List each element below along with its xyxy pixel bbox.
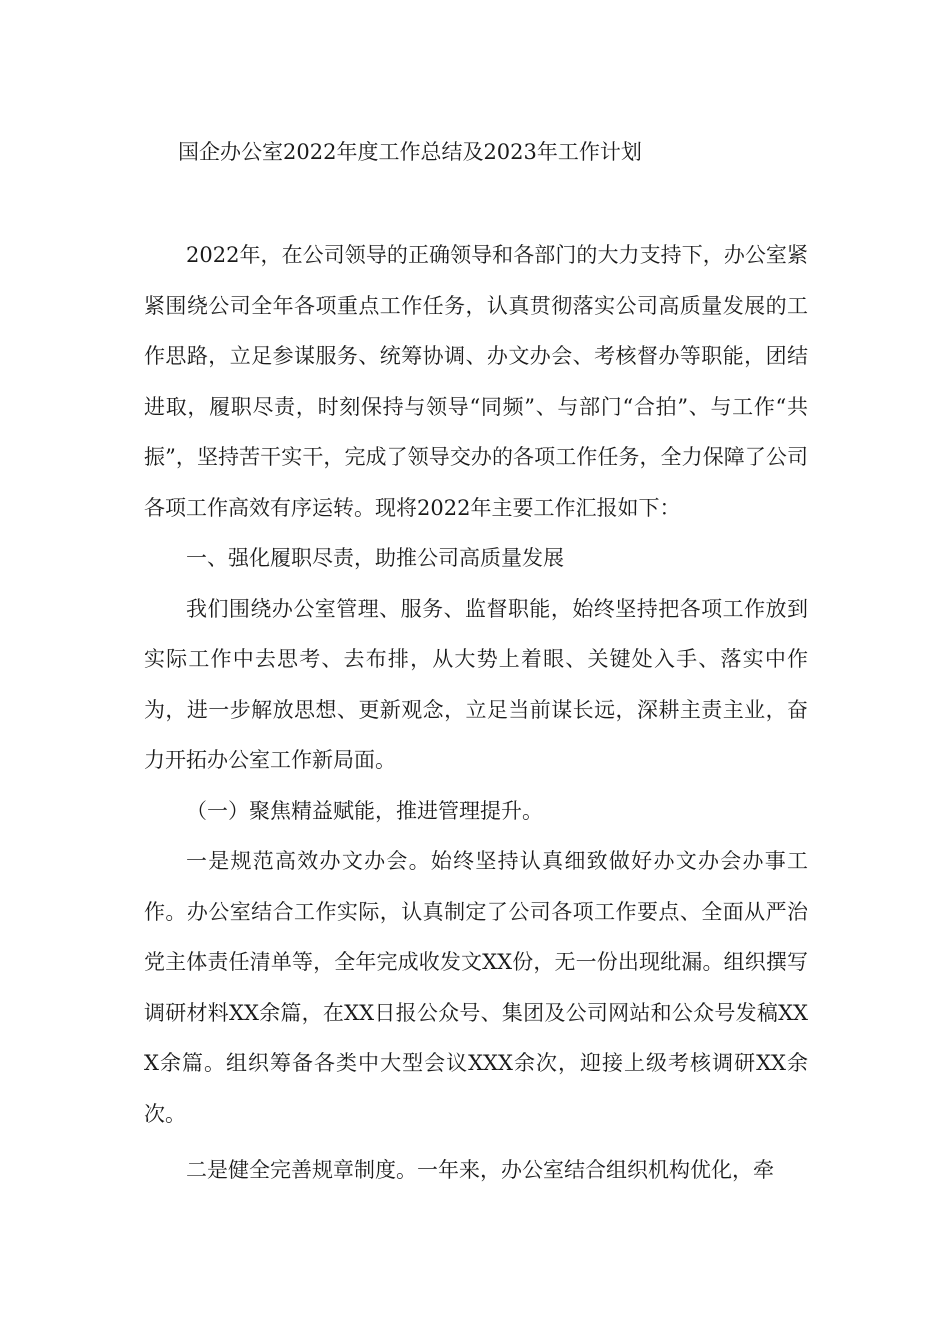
section-heading-1: 一、强化履职尽责，助推公司高质量发展 [186,546,564,570]
paragraph-section-1: 我们围绕办公室管理、服务、监督职能，始终坚持把各项工作放到实际工作中去思考、去布排，从大势上着眼、关键处入手、落实中作为，进一步解放思想、更新观念，立足当前谋长远，深耕主责主业，奋力开拓办公室工作新局面。 [144,596,808,772]
paragraph-intro: 2022年，在公司领导的正确领导和各部门的大力支持下，办公室紧紧围绕公司全年各项重点工作任务，认真贯彻落实公司高质量发展的工作思路，立足参谋服务、统筹协调、办文办会、考核督办等职能，团结进取，履职尽责，时刻保持与领导“同频”、与部门“合拍”、与工作“共振”，坚持苦干实干，完成了领导交办的各项工作任务，全力保障了公司各项工作高效有序运转。现将2022年主要工作汇报如下： [144,243,808,520]
document-title: 国企办公室2022年度工作总结及2023年工作计划 [178,140,642,164]
document-body [144,230,808,1196]
paragraph-item-2: 二是健全完善规章制度。一年来，办公室结合组织机构优化，牵 [186,1158,774,1182]
subsection-heading-1: （一）聚焦精益赋能，推进管理提升。 [186,798,543,823]
paragraph-item-1: 一是规范高效办文办会。始终坚持认真细致做好办文办会办事工作。办公室结合工作实际，认真制定了公司各项工作要点、全面从严治党主体责任清单等，全年完成收发文XX份，无一份出现纰漏。组织撰写调研材料XX余篇，在XX日报公众号、集团及公司网站和公众号发稿XXX余篇。组织筹备各类中大型会议XXX余次，迎接上级考核调研XX余次。 [144,849,808,1126]
